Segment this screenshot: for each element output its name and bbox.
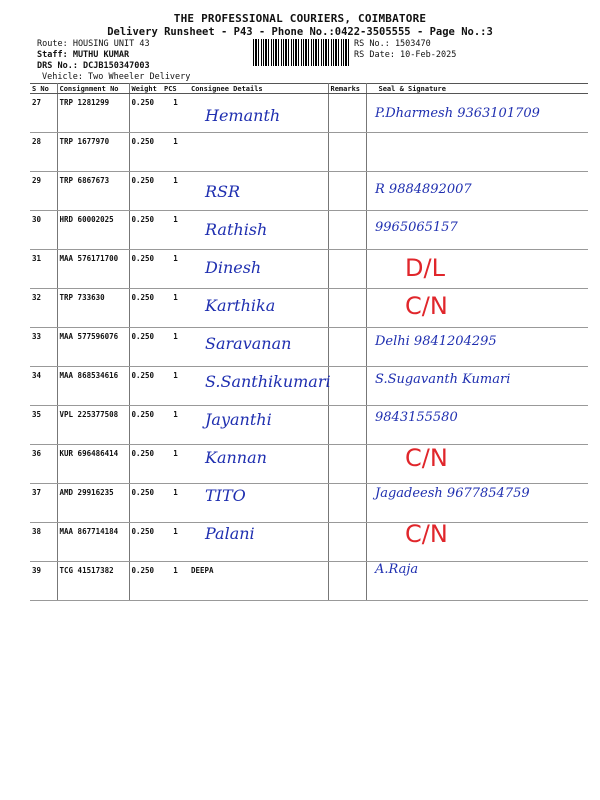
cell-weight: 0.250 [129, 562, 162, 601]
cell-pcs: 1 [162, 328, 189, 367]
cell-remarks [328, 172, 366, 211]
cell-consignee: DEEPA [189, 562, 328, 601]
rs-date: RS Date: 10-Feb-2025 [354, 50, 457, 60]
cell-cno: KUR 696486414 [57, 445, 129, 484]
runsheet-table [30, 83, 588, 601]
barcode-image [253, 39, 350, 66]
handwritten-consignee: Jayanthi [205, 410, 272, 429]
table-row [30, 406, 588, 445]
cell-weight: 0.250 [129, 367, 162, 406]
cell-cno: MAA 867714184 [57, 523, 129, 562]
table-header-row [30, 84, 588, 94]
cell-cno: MAA 576171700 [57, 250, 129, 289]
col-signature: Seal & Signature [366, 84, 588, 94]
table-row [30, 289, 588, 328]
cell-weight: 0.250 [129, 445, 162, 484]
handwritten-consignee: Rathish [205, 220, 268, 239]
col-consignee: Consignee Details [189, 84, 328, 94]
cell-remarks [328, 289, 366, 328]
rs-number: RS No.: 1503470 [354, 39, 431, 49]
cell-sno: 30 [30, 211, 57, 250]
cell-cno: VPL 225377508 [57, 406, 129, 445]
cell-remarks [328, 445, 366, 484]
cell-sno: 37 [30, 484, 57, 523]
cell-remarks [328, 211, 366, 250]
cell-remarks [328, 328, 366, 367]
cell-weight: 0.250 [129, 484, 162, 523]
table-row [30, 523, 588, 562]
table-row [30, 211, 588, 250]
cell-sig [366, 523, 588, 562]
handwritten-signature: Jagadeesh 9677854759 [375, 486, 530, 501]
cell-pcs: 1 [162, 211, 189, 250]
col-remarks: Remarks [328, 84, 366, 94]
cell-weight: 0.250 [129, 406, 162, 445]
drs-text: DRS No.: DCJB150347003 [37, 61, 150, 71]
cell-cno: MAA 868534616 [57, 367, 129, 406]
cell-cno: MAA 577596076 [57, 328, 129, 367]
status-stamp: C/N [405, 292, 448, 320]
cell-weight: 0.250 [129, 94, 162, 133]
cell-pcs: 1 [162, 562, 189, 601]
cell-remarks [328, 250, 366, 289]
handwritten-signature: 9843155580 [375, 410, 458, 425]
cell-cno: TRP 6867673 [57, 172, 129, 211]
handwritten-consignee: TITO [205, 486, 246, 505]
cell-remarks [328, 94, 366, 133]
cell-remarks [328, 367, 366, 406]
cell-weight: 0.250 [129, 289, 162, 328]
cell-remarks [328, 523, 366, 562]
cell-pcs: 1 [162, 445, 189, 484]
status-stamp: C/N [405, 444, 448, 472]
cell-cno: TCG 41517382 [57, 562, 129, 601]
cell-weight: 0.250 [129, 211, 162, 250]
col-consignment: Consignment No [57, 84, 129, 94]
cell-pcs: 1 [162, 172, 189, 211]
cell-sno: 34 [30, 367, 57, 406]
cell-pcs: 1 [162, 133, 189, 172]
cell-pcs: 1 [162, 523, 189, 562]
status-stamp: D/L [405, 254, 445, 282]
handwritten-consignee: Dinesh [205, 258, 262, 277]
cell-remarks [328, 484, 366, 523]
cell-pcs: 1 [162, 250, 189, 289]
cell-sno: 31 [30, 250, 57, 289]
cell-sno: 29 [30, 172, 57, 211]
cell-cno: AMD 29916235 [57, 484, 129, 523]
cell-weight: 0.250 [129, 250, 162, 289]
cell-sno: 32 [30, 289, 57, 328]
cell-remarks [328, 133, 366, 172]
cell-sno: 36 [30, 445, 57, 484]
company-name: THE PROFESSIONAL COURIERS, COIMBATORE [173, 12, 427, 25]
handwritten-consignee: Kannan [205, 448, 267, 467]
cell-sno: 35 [30, 406, 57, 445]
cell-consignee [189, 133, 328, 172]
table-row [30, 133, 588, 172]
cell-cno: TRP 733630 [57, 289, 129, 328]
handwritten-signature: A.Raja [375, 562, 419, 577]
cell-weight: 0.250 [129, 133, 162, 172]
cell-cno: HRD 60002025 [57, 211, 129, 250]
cell-sno: 27 [30, 94, 57, 133]
cell-pcs: 1 [162, 406, 189, 445]
cell-sig [366, 250, 588, 289]
cell-pcs: 1 [162, 289, 189, 328]
cell-weight: 0.250 [129, 523, 162, 562]
table-row [30, 562, 588, 601]
col-sno: S No [30, 84, 57, 94]
table-row [30, 328, 588, 367]
status-stamp: C/N [405, 520, 448, 548]
handwritten-consignee: Hemanth [205, 106, 281, 125]
cell-pcs: 1 [162, 484, 189, 523]
table-row [30, 445, 588, 484]
handwritten-signature: P.Dharmesh 9363101709 [375, 106, 540, 121]
runsheet-title: Delivery Runsheet - P43 - Phone No.:0422-3505555 - Page No.:3 [107, 26, 493, 38]
handwritten-signature: R 9884892007 [375, 182, 472, 197]
cell-sig [366, 133, 588, 172]
cell-cno: TRP 1281299 [57, 94, 129, 133]
handwritten-consignee: Saravanan [205, 334, 292, 353]
cell-sno: 38 [30, 523, 57, 562]
cell-weight: 0.250 [129, 172, 162, 211]
table-row [30, 172, 588, 211]
staff-text: Staff: MUTHU KUMAR [37, 50, 130, 60]
cell-remarks [328, 562, 366, 601]
cell-weight: 0.250 [129, 328, 162, 367]
cell-remarks [328, 406, 366, 445]
cell-cno: TRP 1677970 [57, 133, 129, 172]
handwritten-consignee: RSR [205, 182, 241, 201]
cell-pcs: 1 [162, 94, 189, 133]
cell-sig [366, 289, 588, 328]
cell-pcs: 1 [162, 367, 189, 406]
cell-sig [366, 445, 588, 484]
handwritten-signature: 9965065157 [375, 220, 458, 235]
vehicle-text: Vehicle: Two Wheeler Delivery [42, 72, 191, 82]
cell-sno: 39 [30, 562, 57, 601]
table-row [30, 250, 588, 289]
handwritten-signature: Delhi 9841204295 [375, 334, 497, 349]
route-text: Route: HOUSING UNIT 43 [37, 39, 150, 49]
handwritten-consignee: Karthika [205, 296, 276, 315]
handwritten-consignee: S.Santhikumari [205, 372, 331, 391]
cell-sno: 28 [30, 133, 57, 172]
runsheet-info-left [37, 39, 190, 83]
col-pcs: PCS [162, 84, 189, 94]
runsheet-info-right [354, 39, 456, 61]
col-weight: Weight [129, 84, 162, 94]
handwritten-consignee: Palani [205, 524, 255, 543]
handwritten-signature: S.Sugavanth Kumari [375, 372, 511, 387]
cell-sno: 33 [30, 328, 57, 367]
